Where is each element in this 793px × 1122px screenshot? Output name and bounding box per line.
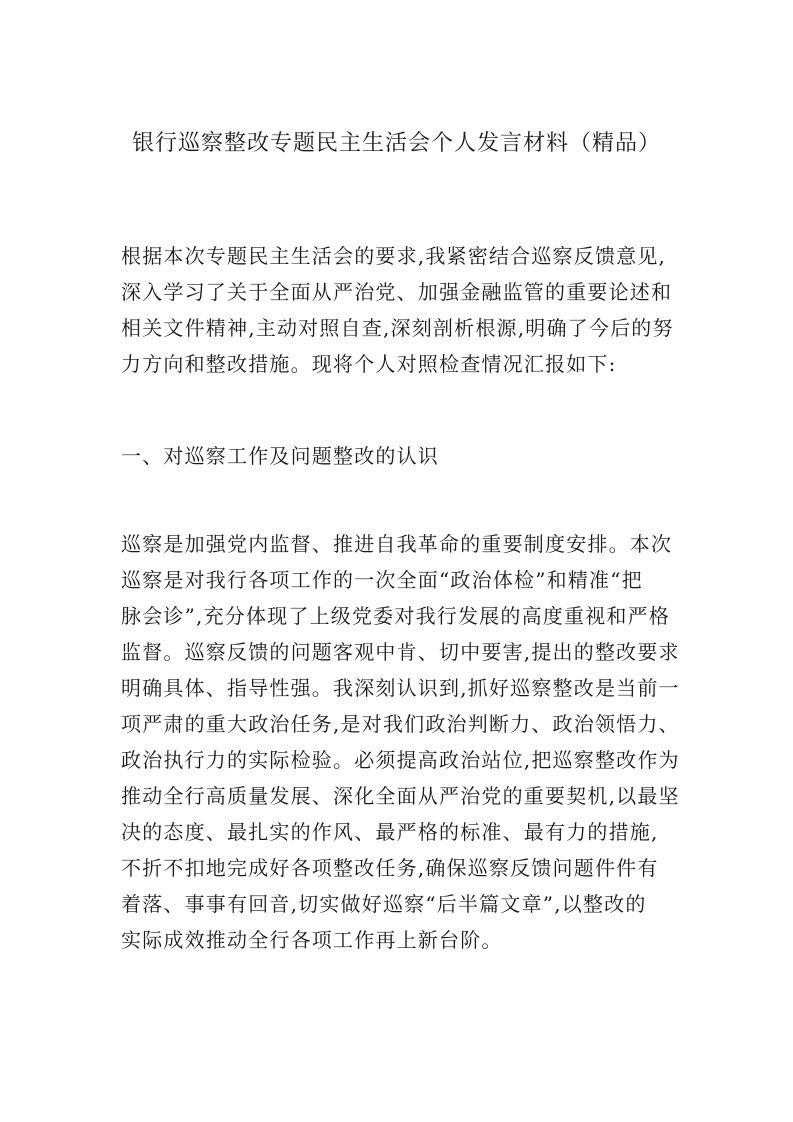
- section-line: 项严肃的重大政治任务,是对我们政治判断力、政治领悟力、: [121, 712, 680, 736]
- intro-line: 力方向和整改措施。现将个人对照检查情况汇报如下:: [121, 352, 617, 376]
- intro-line: 根据本次专题民主生活会的要求,我紧密结合巡察反馈意见,: [121, 244, 667, 268]
- section-heading: 一、对巡察工作及问题整改的认识: [121, 444, 439, 468]
- section-paragraph: [121, 526, 680, 958]
- section-line: 实际成效推动全行各项工作再上新台阶。: [121, 928, 503, 952]
- section-line: 巡察是加强党内监督、推进自我革命的重要制度安排。本次: [121, 532, 673, 556]
- document-title: 银行巡察整改专题民主生活会个人发言材料（精品）: [131, 131, 661, 156]
- section-line: 明确具体、指导性强。我深刻认识到,抓好巡察整改是当前一: [121, 676, 680, 700]
- intro-line: 深入学习了关于全面从严治党、加强金融监管的重要论述和: [121, 280, 673, 304]
- section-line: 巡察是对我行各项工作的一次全面“政治体检”和精准“把: [121, 568, 643, 592]
- section-line: 着落、事事有回音,切实做好巡察“后半篇文章”,以整改的: [121, 892, 647, 916]
- section-line: 推动全行高质量发展、深化全面从严治党的重要契机,以最坚: [121, 784, 680, 808]
- section-line: 脉会诊”,充分体现了上级党委对我行发展的高度重视和严格: [121, 604, 670, 628]
- section-line: 决的态度、最扎实的作风、最严格的标准、最有力的措施,: [121, 820, 659, 844]
- intro-paragraph: [121, 238, 677, 382]
- section-line: 监督。巡察反馈的问题客观中肯、切中要害,提出的整改要求: [121, 640, 680, 664]
- document-body: [121, 238, 680, 1014]
- section-line: 不折不扣地完成好各项整改任务,确保巡察反馈问题件件有: [121, 856, 659, 880]
- section-line: 政治执行力的实际检验。必须提高政治站位,把巡察整改作为: [121, 748, 680, 772]
- intro-line: 相关文件精神,主动对照自查,深刻剖析根源,明确了今后的努: [121, 316, 674, 340]
